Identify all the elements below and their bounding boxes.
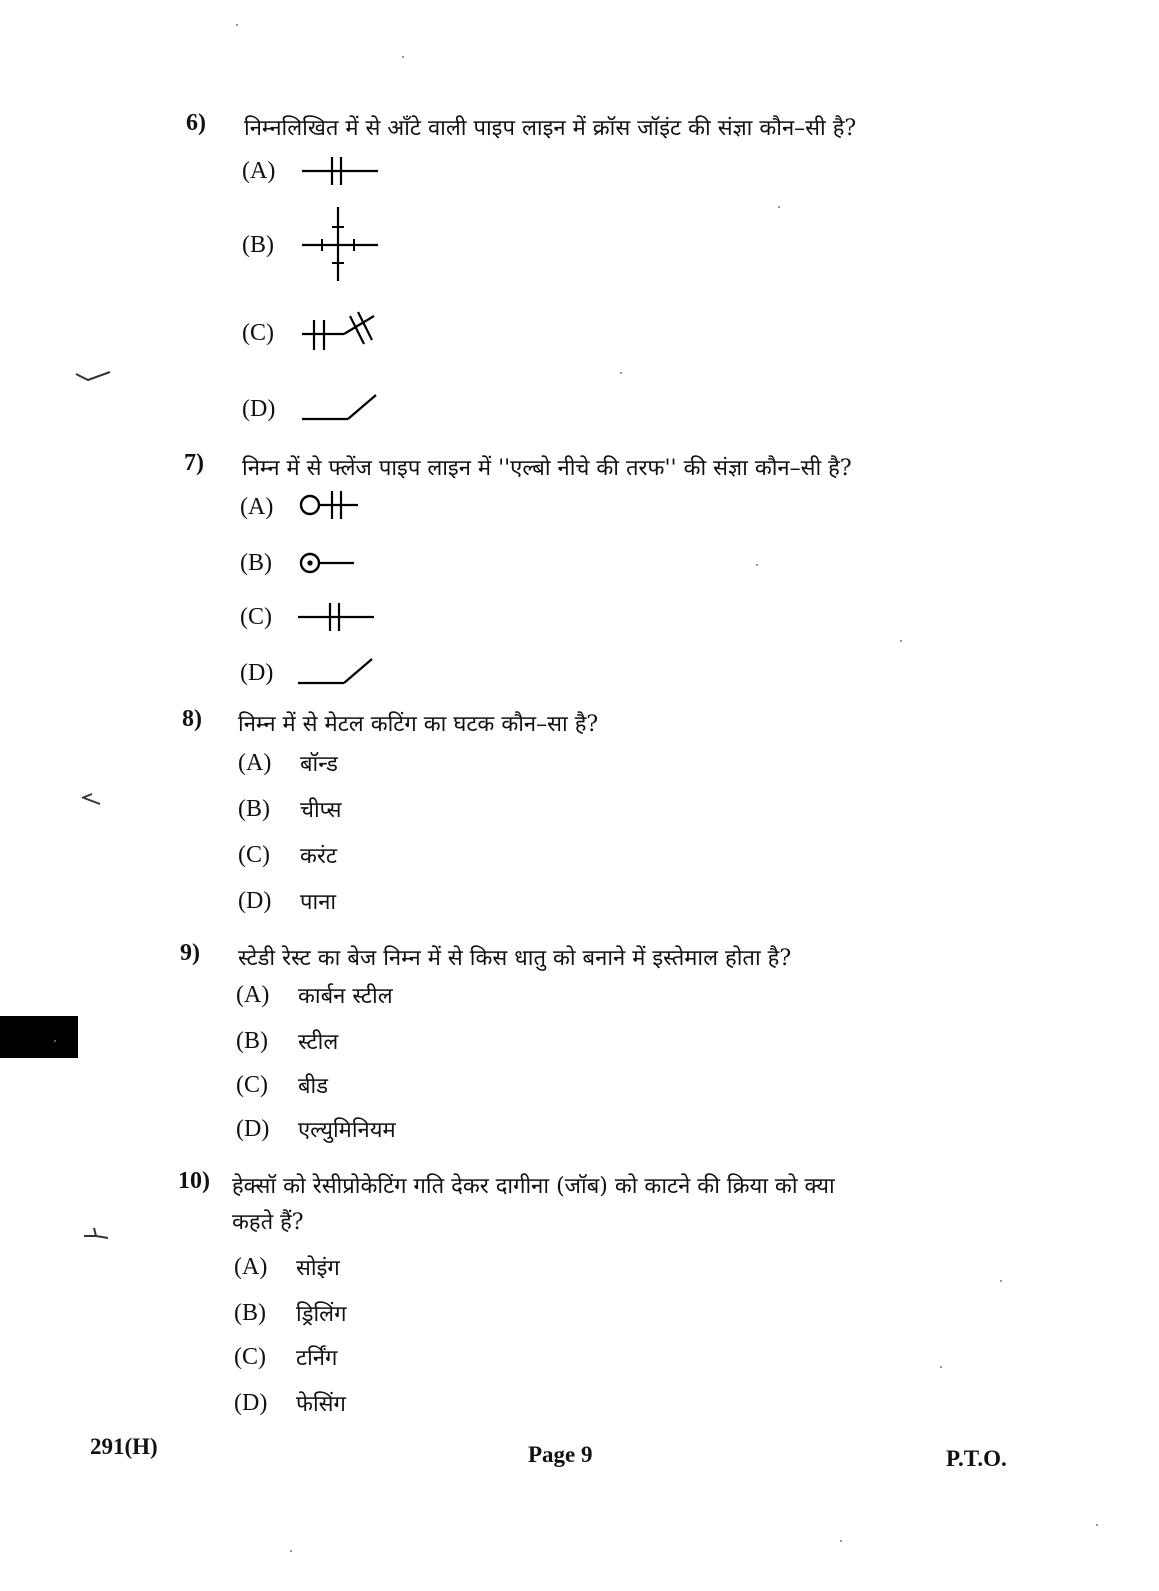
option-label: (D) xyxy=(242,395,276,422)
option-label: (B) xyxy=(240,549,272,576)
option-text: स्टील xyxy=(298,1030,339,1055)
scan-tick-mark-icon xyxy=(80,790,110,810)
option-label: (C) xyxy=(238,841,270,868)
scan-speck xyxy=(900,640,902,642)
question-6-option-c xyxy=(242,316,390,350)
option-text: फेसिंग xyxy=(296,1392,346,1417)
question-7-number: 7) xyxy=(184,450,204,476)
scan-speck xyxy=(1096,1524,1098,1526)
option-text: कार्बन स्टील xyxy=(298,984,393,1009)
scan-speck xyxy=(756,564,758,566)
option-text: चीप्स xyxy=(300,798,342,823)
scan-speck xyxy=(940,1366,942,1368)
option-label: (A) xyxy=(234,1253,268,1280)
option-text: ड्रिलिंग xyxy=(296,1302,347,1327)
scan-speck xyxy=(290,1550,292,1552)
question-9-option-b xyxy=(236,1024,338,1058)
scan-tick-mark-icon xyxy=(82,1224,114,1244)
question-8-text: निम्न में से मेटल कटिंग का घटक कौन–सा है? xyxy=(238,712,599,737)
option-label: (B) xyxy=(234,1299,266,1326)
question-7-option-c xyxy=(240,600,388,634)
question-10-option-b xyxy=(234,1296,346,1330)
option-label: (D) xyxy=(234,1389,268,1416)
scan-speck xyxy=(236,24,238,26)
question-8-option-c xyxy=(238,838,337,872)
question-10-text-line-2: कहते हैं? xyxy=(232,1210,304,1235)
question-10-number: 10) xyxy=(178,1168,210,1194)
scan-speck xyxy=(402,56,404,58)
scan-speck xyxy=(1000,1280,1002,1282)
option-label: (D) xyxy=(236,1115,270,1142)
question-6-text: निम्नलिखित में से आँटे वाली पाइप लाइन में क्रॉस जॉइंट की संज्ञा कौन–सी है? xyxy=(244,116,857,141)
elbow-symbol-icon xyxy=(300,389,390,429)
question-6-option-a xyxy=(242,154,390,188)
option-text: करंट xyxy=(300,844,337,869)
option-label: (A) xyxy=(238,749,272,776)
option-text: सोइंग xyxy=(296,1256,340,1281)
question-9-number: 9) xyxy=(180,940,200,966)
question-8-option-d xyxy=(238,884,336,918)
option-text: बीड xyxy=(298,1074,329,1099)
screwed-joint-symbol-icon xyxy=(300,151,390,191)
option-label: (C) xyxy=(236,1071,268,1098)
elbow-symbol-icon xyxy=(298,653,388,693)
paper-code: 291(H) xyxy=(90,1434,158,1459)
scan-speck xyxy=(840,1540,842,1542)
option-label: (C) xyxy=(234,1343,266,1370)
circle-flange-symbol-icon xyxy=(298,487,388,527)
question-10-option-a xyxy=(234,1250,340,1284)
question-7-option-a xyxy=(240,490,388,524)
question-6-option-b xyxy=(242,228,390,262)
question-7-text: निम्न में से फ्लेंज पाइप लाइन में ''एल्बो नीचे की तरफ'' की संज्ञा कौन–सी है? xyxy=(242,456,852,481)
option-label: (B) xyxy=(236,1027,268,1054)
question-6-option-d xyxy=(242,392,390,426)
question-10-text-line-1: हेक्सॉ को रेसीप्रोकेटिंग गति देकर दागीना (जॉब) को काटने की क्रिया को क्या xyxy=(232,1174,835,1199)
option-text: टर्निंग xyxy=(296,1346,338,1371)
page-number: Page 9 xyxy=(528,1442,593,1467)
pto-label: P.T.O. xyxy=(946,1446,1007,1471)
question-9-text: स्टेडी रेस्ट का बेज निम्न में से किस धातु को बनाने में इस्तेमाल होता है? xyxy=(238,946,792,971)
question-9-option-a xyxy=(236,978,393,1012)
double-screwed-joint-symbol-icon xyxy=(300,310,390,356)
scan-speck xyxy=(620,372,622,374)
option-label: (A) xyxy=(242,157,276,184)
question-6-number: 6) xyxy=(186,110,206,136)
option-text: बॉन्ड xyxy=(300,752,338,777)
option-label: (D) xyxy=(240,659,274,686)
scan-speck xyxy=(778,206,780,208)
option-label: (D) xyxy=(238,887,272,914)
question-10-option-d xyxy=(234,1386,346,1420)
option-label: (C) xyxy=(240,603,272,630)
question-10-option-c xyxy=(234,1340,337,1374)
scan-tick-mark-icon xyxy=(74,368,114,390)
option-label: (C) xyxy=(242,319,274,346)
dot-circle-line-symbol-icon xyxy=(298,543,388,583)
question-8-option-b xyxy=(238,792,341,826)
scan-speck xyxy=(54,1040,56,1042)
scan-black-mark xyxy=(0,1016,78,1058)
question-8-option-a xyxy=(238,746,338,780)
option-label: (B) xyxy=(238,795,270,822)
question-7-option-d xyxy=(240,656,388,690)
screwed-cross-symbol-icon xyxy=(300,205,390,285)
option-text: पाना xyxy=(300,890,337,915)
question-9-option-d xyxy=(236,1112,396,1146)
option-label: (B) xyxy=(242,231,274,258)
question-8-number: 8) xyxy=(182,706,202,732)
question-9-option-c xyxy=(236,1068,328,1102)
option-label: (A) xyxy=(240,493,274,520)
flanged-joint-symbol-icon xyxy=(298,597,388,637)
option-label: (A) xyxy=(236,981,270,1008)
question-7-option-b xyxy=(240,546,388,580)
option-text: एल्युमिनियम xyxy=(298,1118,396,1143)
